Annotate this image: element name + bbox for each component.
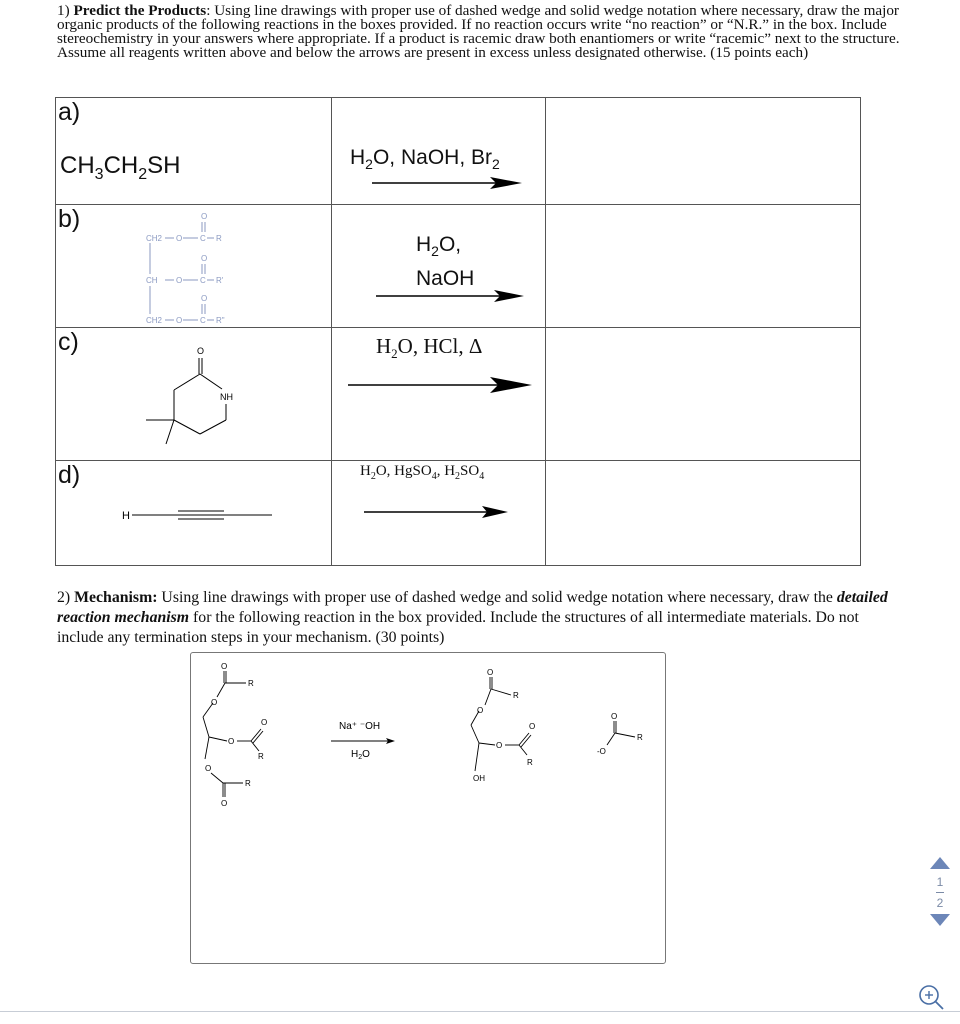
zoom-icon[interactable] <box>914 980 948 1014</box>
mech-o-1: O <box>221 662 228 671</box>
mech-prod-o-4: O <box>529 722 536 731</box>
atom-o-3: O <box>176 316 183 325</box>
page-number-2[interactable]: 2 <box>936 896 944 910</box>
atom-o-carbonyl-1: O <box>201 212 208 221</box>
question-2-emphasis: detailed reaction mechanism <box>57 589 888 626</box>
question-2-text-part1: Using line drawings with proper use of dashed wedge and solid wedge notation where necessary, draw the <box>157 589 837 606</box>
question-2-heading: Mechanism: <box>74 589 158 606</box>
mech-o-4: O <box>261 718 268 727</box>
lactam-structure <box>136 332 256 452</box>
page-up-icon[interactable] <box>928 855 952 871</box>
atom-h: H <box>122 510 130 522</box>
reactant-cell-d <box>56 461 332 566</box>
mech-reagent-top: Na⁺ ⁻OH <box>339 721 381 732</box>
reaction-row-b <box>56 205 861 328</box>
mech-prod-o-3: O <box>496 741 503 750</box>
triglyceride-structure <box>136 207 246 325</box>
reaction-label-c: c) <box>58 328 79 356</box>
reaction-label-b: b) <box>58 205 81 233</box>
reagents-b <box>416 231 474 292</box>
question-2-text-part2: for the following reaction in the box provided. Include the structures of all intermediate materials. Do not include any termination steps in your mechanism. (30 points) <box>57 609 859 646</box>
mech-o-5: O <box>205 764 212 773</box>
question-2-number: 2) <box>57 589 71 606</box>
answer-box-c[interactable] <box>546 328 861 461</box>
mech-prod-oh: OH <box>473 774 485 783</box>
mech-prod-o-1: O <box>487 668 494 677</box>
page-navigator <box>928 855 952 928</box>
reaction-row-a <box>56 98 861 205</box>
question-1-heading: Predict the Products <box>73 2 207 19</box>
reaction-arrow-b <box>376 289 526 303</box>
mech-o-2: O <box>211 698 218 707</box>
mech-r-3: R <box>245 779 251 788</box>
reagent-cell-d <box>332 461 546 566</box>
atom-o-carbonyl-3: O <box>201 294 208 303</box>
reactant-cell-c <box>56 328 332 461</box>
reaction-arrow-a <box>372 176 522 190</box>
page-bottom-border <box>0 1011 960 1012</box>
reagent-cell-b <box>332 205 546 328</box>
atom-r-prime: R' <box>216 276 224 285</box>
atom-c-2: C <box>200 276 206 285</box>
atom-nh: NH <box>220 392 233 402</box>
reaction-arrow-d <box>364 505 510 519</box>
question-1-instructions: : Using line drawings with proper use of dashed wedge and solid wedge notation where necessary, draw the major organic products of the following reactions in the boxes provided. If no reaction occurs write “no reaction” or “N.R.” in the box. Include stereochemistry in your answers where appropriate. If a product is racemic draw both enantiomers or write “racemic” next to the structure. Assume all reagents written above and below the arrows are present in excess unless designated otherwise. (15 points each) <box>57 2 900 61</box>
atom-ch2-bottom: CH2 <box>146 316 163 325</box>
reagents-c: $H_2O$, HCl, Δ <box>376 334 483 362</box>
reagent-cell-c <box>332 328 546 461</box>
mech-carbox-o: O <box>611 712 618 721</box>
reagents-d: $H_2O$, HgSO$_4$, $H_2SO_4$ <box>360 463 485 482</box>
atom-ch2-top: CH2 <box>146 234 163 243</box>
reaction-row-d <box>56 461 861 566</box>
answer-box-a[interactable] <box>546 98 861 205</box>
mechanism-reaction-scheme <box>191 653 665 833</box>
reaction-label-d: d) <box>58 461 81 489</box>
atom-r: R <box>216 234 222 243</box>
question-2-text <box>57 588 907 648</box>
question-1-text <box>57 4 907 60</box>
atom-r-double-prime: R" <box>216 316 225 325</box>
mech-o-3: O <box>228 737 235 746</box>
question-1-number: 1) <box>57 2 70 19</box>
reaction-arrow-c <box>348 376 534 394</box>
atom-ch: CH <box>146 276 158 285</box>
reagent-b-line1: $H_2O$, <box>416 233 462 260</box>
mech-prod-r-2: R <box>527 758 533 767</box>
reactant-cell-b <box>56 205 332 328</box>
atom-o-lactam: O <box>197 346 205 356</box>
reagent-b-line2: NaOH <box>416 267 475 291</box>
alkyne-structure <box>120 505 280 525</box>
atom-c-3: C <box>200 316 206 325</box>
reaction-label-a: a) <box>58 98 81 126</box>
reaction-row-c <box>56 328 861 461</box>
answer-box-d[interactable] <box>546 461 861 566</box>
atom-o-1: O <box>176 234 183 243</box>
reactant-cell-a <box>56 98 332 205</box>
reagent-cell-a <box>332 98 546 205</box>
mech-arrow <box>331 738 395 744</box>
reactant-formula-a: $CH_3CH_2SH$ <box>60 152 181 183</box>
page-down-icon[interactable] <box>928 912 952 928</box>
mech-carbox-o-minus: -O <box>597 747 606 756</box>
atom-o-carbonyl-2: O <box>201 254 208 263</box>
atom-c-1: C <box>200 234 206 243</box>
reagents-a: $H_2O$, NaOH, $Br_2$ <box>350 146 500 173</box>
mech-prod-r-1: R <box>513 691 519 700</box>
mech-prod-o-2: O <box>477 706 484 715</box>
mechanism-answer-box[interactable] <box>190 652 666 964</box>
page-number-1[interactable]: 1 <box>936 875 944 889</box>
mech-carbox-r: R <box>637 733 643 742</box>
mech-r-1: R <box>248 679 254 688</box>
answer-box-b[interactable] <box>546 205 861 328</box>
reaction-table <box>55 97 861 566</box>
mech-r-2: R <box>258 752 264 761</box>
atom-o-2: O <box>176 276 183 285</box>
mech-reagent-bottom: $H_2O$ <box>351 749 370 761</box>
mech-o-6: O <box>221 799 228 808</box>
page-divider <box>936 892 944 893</box>
